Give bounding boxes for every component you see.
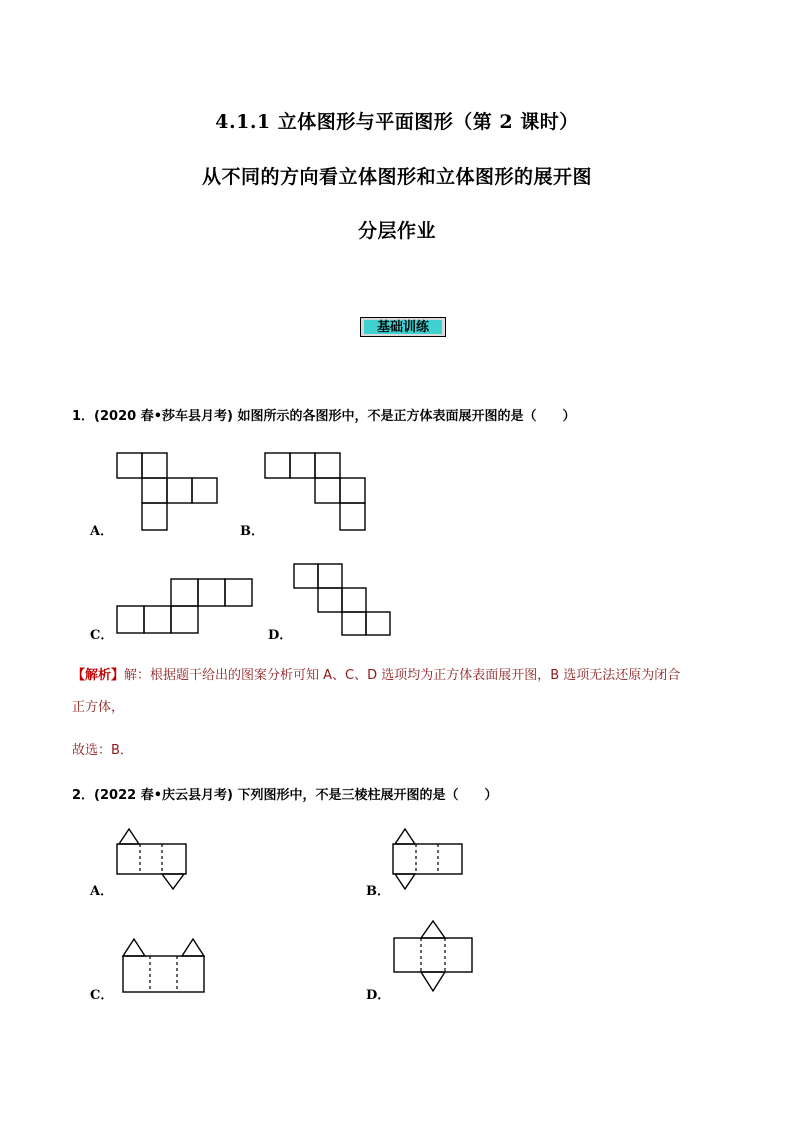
- q1-figure-a: [116, 452, 222, 532]
- q1-option-c-label: C．: [90, 628, 114, 643]
- q1-analysis-tag: 【解析】: [72, 668, 125, 683]
- q1-analysis-line-2: 正方体，: [72, 700, 125, 715]
- q2-option-b-label: B．: [366, 884, 390, 899]
- q2-figure-d: [393, 917, 475, 995]
- question-1-text: 1．(2020 春•莎车县月考) 如图所示的各图形中，不是正方体表面展开图的是（ ）: [72, 409, 576, 424]
- q2-option-c-label: C．: [90, 988, 114, 1003]
- q1-answer: 故选：B．: [72, 743, 133, 758]
- title-line-1: 4.1.1 立体图形与平面图形（第 2 课时）: [215, 111, 579, 133]
- title-line-2: 从不同的方向看立体图形和立体图形的展开图: [201, 166, 592, 188]
- section-badge: [360, 317, 446, 337]
- q1-figure-b: [264, 452, 370, 532]
- q2-figure-b: [392, 828, 464, 892]
- q2-figure-a: [116, 828, 188, 892]
- q1-option-a-label: A．: [90, 524, 114, 539]
- q1-figure-c: [116, 578, 256, 636]
- q2-option-a-label: A．: [90, 884, 114, 899]
- q1-analysis: [72, 664, 680, 683]
- q2-option-d-label: D．: [366, 988, 391, 1003]
- q1-option-b-label: B．: [240, 524, 264, 539]
- q1-option-d-label: D．: [268, 628, 293, 643]
- q1-figure-d: [293, 563, 393, 637]
- q2-figure-c: [122, 938, 208, 996]
- question-2-text: 2．(2022 春•庆云县月考) 下列图形中，不是三棱柱展开图的是（ ）: [72, 788, 498, 803]
- section-badge-label: 基础训练: [364, 320, 442, 334]
- title-line-3: 分层作业: [357, 220, 436, 242]
- q1-analysis-text: 解：根据题干给出的图案分析可知 A、C、D 选项均为正方体表面展开图，B 选项无法还原为闭合: [124, 668, 681, 683]
